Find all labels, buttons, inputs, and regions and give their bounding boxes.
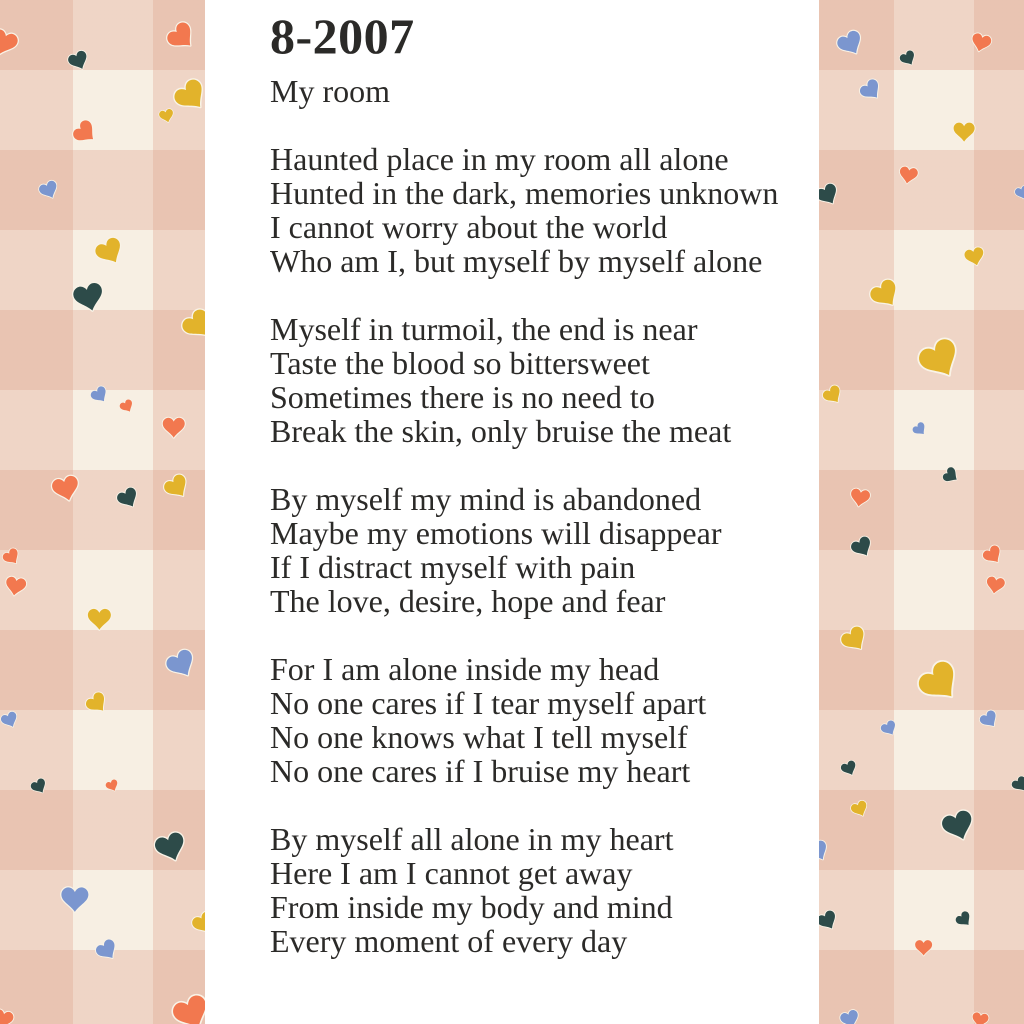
- heart-icon: [1012, 182, 1024, 204]
- heart-icon: [951, 907, 977, 933]
- heart-icon: [819, 381, 848, 411]
- heart-icon: [846, 485, 873, 511]
- heart-icon: [148, 826, 194, 871]
- heart-icon: [34, 177, 63, 206]
- poem-stanza: [270, 652, 789, 788]
- poem-line: No one cares if I bruise my heart: [270, 753, 691, 789]
- heart-icon: [913, 938, 934, 958]
- poem-body: [270, 142, 789, 958]
- heart-icon: [976, 706, 1005, 735]
- heart-icon: [0, 23, 24, 63]
- heart-icon: [836, 1006, 864, 1024]
- heart-icon: [876, 717, 901, 742]
- poem-line: Sometimes there is no need to: [270, 379, 655, 415]
- heart-icon: [160, 15, 205, 60]
- heart-icon: [819, 835, 835, 868]
- heart-icon: [938, 463, 963, 489]
- heart-icon: [935, 804, 982, 850]
- heart-icon: [160, 415, 188, 441]
- heart-icon: [831, 24, 871, 64]
- poem-line: Here I am I cannot get away: [270, 855, 633, 891]
- poem-stanza: [270, 312, 789, 448]
- heart-icon: [80, 687, 114, 721]
- heart-icon: [961, 243, 990, 271]
- heart-icon: [951, 120, 977, 145]
- poem-line: For I am alone inside my head: [270, 651, 660, 687]
- poem-stanza: [270, 482, 789, 618]
- poem-line: By myself my mind is abandoned: [270, 481, 702, 517]
- poem-line: Every moment of every day: [270, 923, 628, 959]
- heart-icon: [837, 757, 862, 781]
- poem-line: From inside my body and mind: [270, 889, 673, 925]
- heart-icon: [85, 606, 114, 633]
- poem-stanza: [270, 822, 789, 958]
- heart-icon: [819, 178, 846, 213]
- poem-line: I cannot worry about the world: [270, 209, 668, 245]
- poem-panel: [205, 0, 819, 1024]
- heart-icon: [854, 74, 888, 108]
- heart-icon: [67, 277, 111, 320]
- heart-icon: [0, 1005, 17, 1024]
- heart-icon: [164, 987, 205, 1024]
- heart-icon: [847, 796, 873, 822]
- poem-subtitle: My room: [270, 73, 390, 109]
- heart-icon: [967, 29, 996, 57]
- heart-icon: [58, 884, 92, 916]
- poem-line: Taste the blood so bittersweet: [270, 345, 650, 381]
- heart-icon: [1, 573, 30, 601]
- poem-line: No one knows what I tell myself: [270, 719, 688, 755]
- heart-icon: [102, 776, 122, 795]
- heart-icon: [978, 541, 1009, 571]
- heart-icon: [819, 905, 844, 936]
- poem-title: 8-2007: [270, 8, 415, 64]
- heart-icon: [187, 906, 205, 942]
- heart-icon: [90, 934, 124, 968]
- heart-icon: [835, 620, 876, 661]
- poem-line: Maybe my emotions will disappear: [270, 515, 722, 551]
- heart-icon: [88, 231, 132, 274]
- left-border-pattern: [0, 0, 205, 1024]
- poem-stanza: [270, 142, 789, 278]
- poem-line: By myself all alone in my heart: [270, 821, 674, 857]
- poem-line: Break the skin, only bruise the meat: [270, 413, 732, 449]
- heart-icon: [0, 543, 26, 570]
- heart-icon: [116, 396, 138, 417]
- heart-icon: [1007, 772, 1024, 797]
- poem-line: No one cares if I tear myself apart: [270, 685, 707, 721]
- heart-icon: [46, 470, 85, 508]
- heart-icon: [863, 272, 909, 318]
- heart-icon: [67, 114, 105, 152]
- poem-line: Hunted in the dark, memories unknown: [270, 175, 779, 211]
- heart-icon: [845, 531, 879, 564]
- heart-icon: [909, 330, 973, 393]
- heart-icon: [0, 707, 23, 733]
- heart-icon: [895, 47, 920, 72]
- heart-icon: [895, 164, 921, 189]
- heart-icon: [111, 482, 145, 515]
- heart-icon: [63, 46, 94, 76]
- poem-line: Myself in turmoil, the end is near: [270, 311, 698, 347]
- heart-icon: [982, 574, 1008, 599]
- poem-line: If I distract myself with pain: [270, 549, 636, 585]
- heart-icon: [174, 302, 205, 350]
- right-border-pattern: [819, 0, 1024, 1024]
- heart-icon: [969, 1009, 992, 1024]
- heart-icon: [86, 381, 113, 408]
- poem-line: Haunted place in my room all alone: [270, 141, 729, 177]
- poem-line: Who am I, but myself by myself alone: [270, 243, 763, 279]
- heart-icon: [909, 419, 931, 441]
- heart-icon: [159, 643, 204, 688]
- heart-icon: [26, 775, 51, 800]
- poem-line: The love, desire, hope and fear: [270, 583, 666, 619]
- heart-icon: [157, 469, 196, 508]
- heart-icon: [908, 651, 973, 716]
- heart-icon: [156, 106, 177, 127]
